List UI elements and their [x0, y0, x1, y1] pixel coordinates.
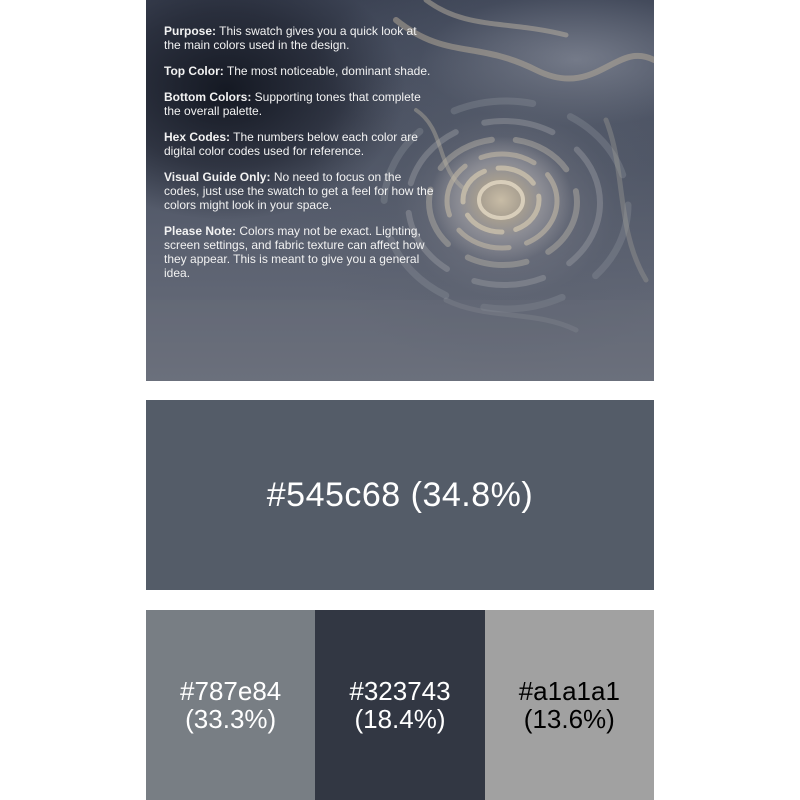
info-label: Please Note:: [164, 224, 237, 238]
info-visual-guide: [164, 170, 434, 212]
swatch-secondary-2: [315, 610, 484, 800]
swatch-main: [146, 400, 654, 590]
info-body: Colors may not be exact. Lighting, screen settings, and fabric texture can affect how they appear. This is meant to give you a general idea.: [164, 224, 425, 280]
info-bottom-colors: [164, 90, 434, 118]
info-hex-codes: [164, 130, 434, 158]
swatch-secondary-1: [146, 610, 315, 800]
info-body: This swatch gives you a quick look at the main colors used in the design.: [164, 24, 417, 52]
info-body: The most noticeable, dominant shade.: [223, 64, 431, 78]
swatch-main-label: #545c68 (34.8%): [266, 475, 534, 514]
swatch-percent: (18.4%): [354, 704, 446, 734]
swatch-hex-code: #323743: [349, 676, 451, 706]
info-label: Bottom Colors:: [164, 90, 252, 104]
info-body: The numbers below each color are digital color codes used for reference.: [164, 130, 418, 158]
swatch-secondary-3: [485, 610, 654, 800]
info-please-note: [164, 224, 434, 280]
info-label: Top Color:: [164, 64, 224, 78]
rug-artwork-image: [146, 0, 654, 381]
swatch-percent: (13.6%): [523, 704, 615, 734]
info-label: Hex Codes:: [164, 130, 231, 144]
info-label: Visual Guide Only:: [164, 170, 271, 184]
info-top-color: [164, 64, 434, 78]
swatch-percent: (33.3%): [185, 704, 277, 734]
swatch-hex-code: #787e84: [180, 676, 282, 706]
swatch-hex-code: #a1a1a1: [518, 676, 620, 706]
info-label: Purpose:: [164, 24, 217, 38]
swatch-info-text: [164, 24, 434, 292]
info-purpose: [164, 24, 434, 52]
info-body: No need to focus on the codes, just use the swatch to get a feel for how the colors might look in your space.: [164, 170, 434, 212]
info-body: Supporting tones that complete the overall palette.: [164, 90, 421, 118]
